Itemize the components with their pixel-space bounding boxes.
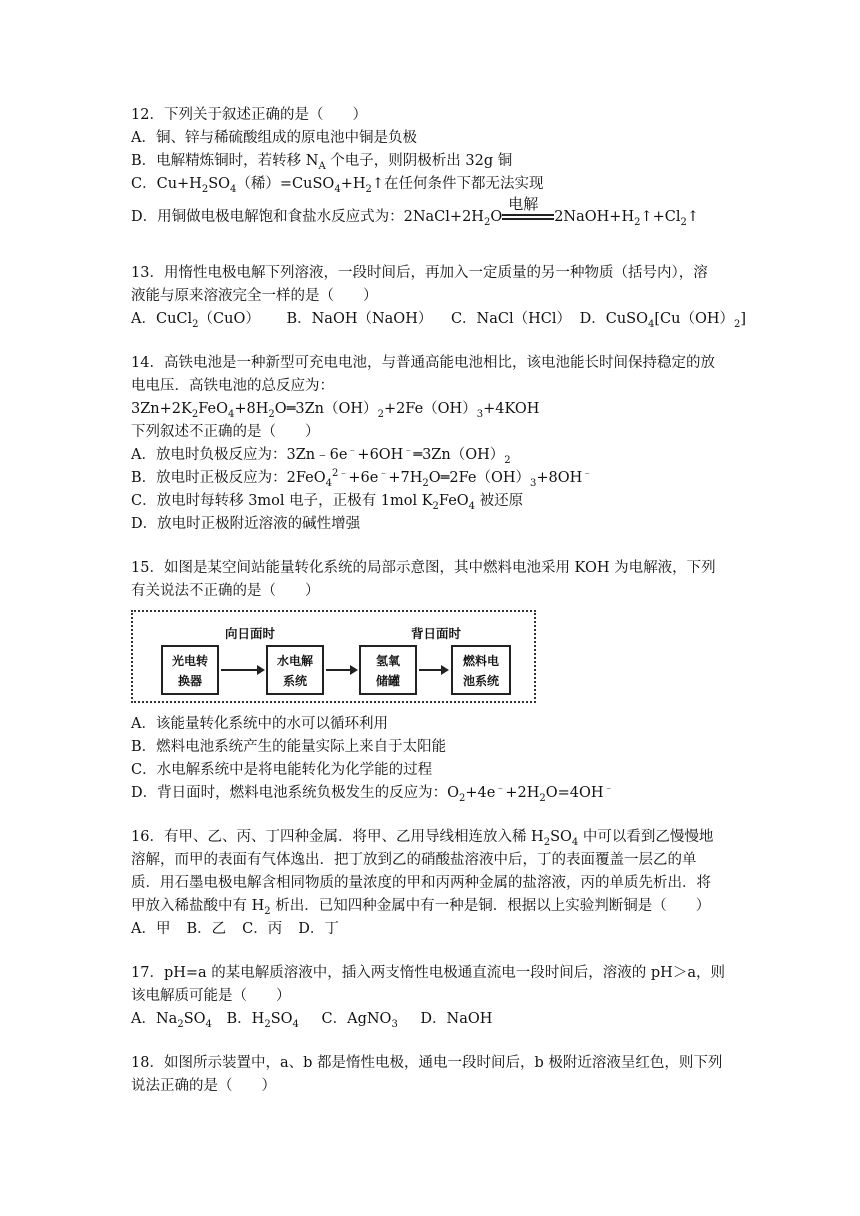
q12-option-c: C．$Cu+H_2SO_4$（稀）$=CuSO_4+H_2↑$在任何条件下都无法实现 xyxy=(131,176,544,195)
energy-conversion-diagram xyxy=(131,610,536,703)
arrow-3 xyxy=(419,669,447,671)
q16-stem-line4: 甲放入稀盐酸中有 $H_2$ 析出．已知四种金属中有一种是铜．根据以上实验判断铜是（ ） xyxy=(131,898,711,917)
q13-stem-line1: 13．用惰性电极电解下列溶液，一段时间后，再加入一定质量的另一种物质（括号内），溶 xyxy=(131,265,708,281)
sunward-label: 向日面时 xyxy=(225,626,276,641)
q16-stem-line1: 16．有甲、乙、丙、丁四种金属．将甲、乙用导线相连放入稀 $H_2SO_4$ 中可以看到乙慢慢地 xyxy=(131,829,714,848)
q13-options: A．CuCl$_2$（CuO） B．NaOH（NaOH） C．NaCl（HCl） D．$CuSO_4[Cu(OH)_2]$ xyxy=(131,311,747,330)
q15-option-b: B．燃料电池系统产生的能量实际上来自于太阳能 xyxy=(131,739,447,755)
q12-stem: 12．下列关于叙述正确的是（ ） xyxy=(131,107,367,123)
q15-stem-line1: 15．如图是某空间站能量转化系统的局部示意图，其中燃料电池采用 KOH 为电解液，下列 xyxy=(131,560,716,576)
q15-stem-line2: 有关说法不正确的是（ ） xyxy=(131,583,320,599)
arrow-2 xyxy=(326,669,356,671)
shadow-label: 背日面时 xyxy=(411,626,462,641)
q12-option-a: A．铜、锌与稀硫酸组成的原电池中铜是负极 xyxy=(131,130,417,146)
q13-stem-line2: 液能与原来溶液完全一样的是（ ） xyxy=(131,288,378,304)
q14-stem-line4: 下列叙述不正确的是（ ） xyxy=(131,424,320,440)
q15-option-c: C．水电解系统中是将电能转化为化学能的过程 xyxy=(131,762,433,778)
q15-option-a: A．该能量转化系统中的水可以循环利用 xyxy=(131,716,388,732)
electrolysis-equals-sign: 电解 xyxy=(502,210,554,224)
q15-option-d: D．背日面时，燃料电池系统负极发生的反应为：$O_2+4e^﹣+2H_2O=4OH^﹣$ xyxy=(131,783,614,804)
q14-option-b: B．放电时正极反应为：$2FeO_4^{2﹣}+6e^﹣+7H_2O═2Fe(OH)_3+8OH^﹣$ xyxy=(131,468,593,489)
q16-stem-line2: 溶解，而甲的表面有气体逸出．把丁放到乙的硝酸盐溶液中后，丁的表面覆盖一层乙的单 xyxy=(131,852,697,868)
q14-option-d: D．放电时正极附近溶液的碱性增强 xyxy=(131,516,361,532)
q12-option-b: B．电解精炼铜时，若转移 $N_A$ 个电子，则阴极析出 32g 铜 xyxy=(131,153,513,172)
hydrogen-oxygen-tank-box: 氢氧 储罐 xyxy=(359,645,417,695)
q14-stem-line1: 14．高铁电池是一种新型可充电电池，与普通高能电池相比，该电池能长时间保持稳定的放 xyxy=(131,355,715,371)
q14-option-a: A．放电时负极反应为：$3Zn﹣6e^﹣+6OH^﹣═3Zn(OH)_2$ xyxy=(131,445,511,466)
q16-stem-line3: 质．用石墨电极电解含相同物质的量浓度的甲和丙两种金属的盐溶液，丙的单质先析出．将 xyxy=(131,875,711,891)
q17-stem-line1: 17．pH=a 的某电解质溶液中，插入两支惰性电极通直流电一段时间后，溶液的 pH＞a，则 xyxy=(131,965,725,981)
fuel-cell-box: 燃料电 池系统 xyxy=(451,645,511,695)
arrow-1 xyxy=(221,669,263,671)
q18-stem-line1: 18．如图所示装置中，a、b 都是惰性电极，通电一段时间后，b 极附近溶液呈红色，则下列 xyxy=(131,1055,723,1071)
q16-options: A．甲 B．乙 C．丙 D．丁 xyxy=(131,921,339,937)
q14-stem-line2: 电电压．高铁电池的总反应为： xyxy=(131,378,334,394)
q17-options: A．$Na_2SO_4$ B．$H_2SO_4$ C．AgNO$_3$ D．NaOH xyxy=(131,1011,493,1030)
q17-stem-line2: 该电解质可能是（ ） xyxy=(131,988,291,1004)
q14-equation: $3Zn+2K_2FeO_4+8H_2O═3Zn(OH)_2+2Fe(OH)_3+4KOH$ xyxy=(131,401,540,420)
water-electrolysis-box: 水电解 系统 xyxy=(266,645,324,695)
q12-option-d: D．用铜做电极电解饱和食盐水反应式为：$2NaCl+2H_2O$ 电解 $2NaOH+H_2↑+Cl_2↑$ xyxy=(131,195,700,228)
photoelectric-converter-box: 光电转 换器 xyxy=(161,645,219,695)
q18-stem-line2: 说法正确的是（ ） xyxy=(131,1078,276,1094)
q14-option-c: C．放电时每转移 3mol 电子，正极有 1mol $K_2FeO_4$ 被还原 xyxy=(131,493,524,512)
